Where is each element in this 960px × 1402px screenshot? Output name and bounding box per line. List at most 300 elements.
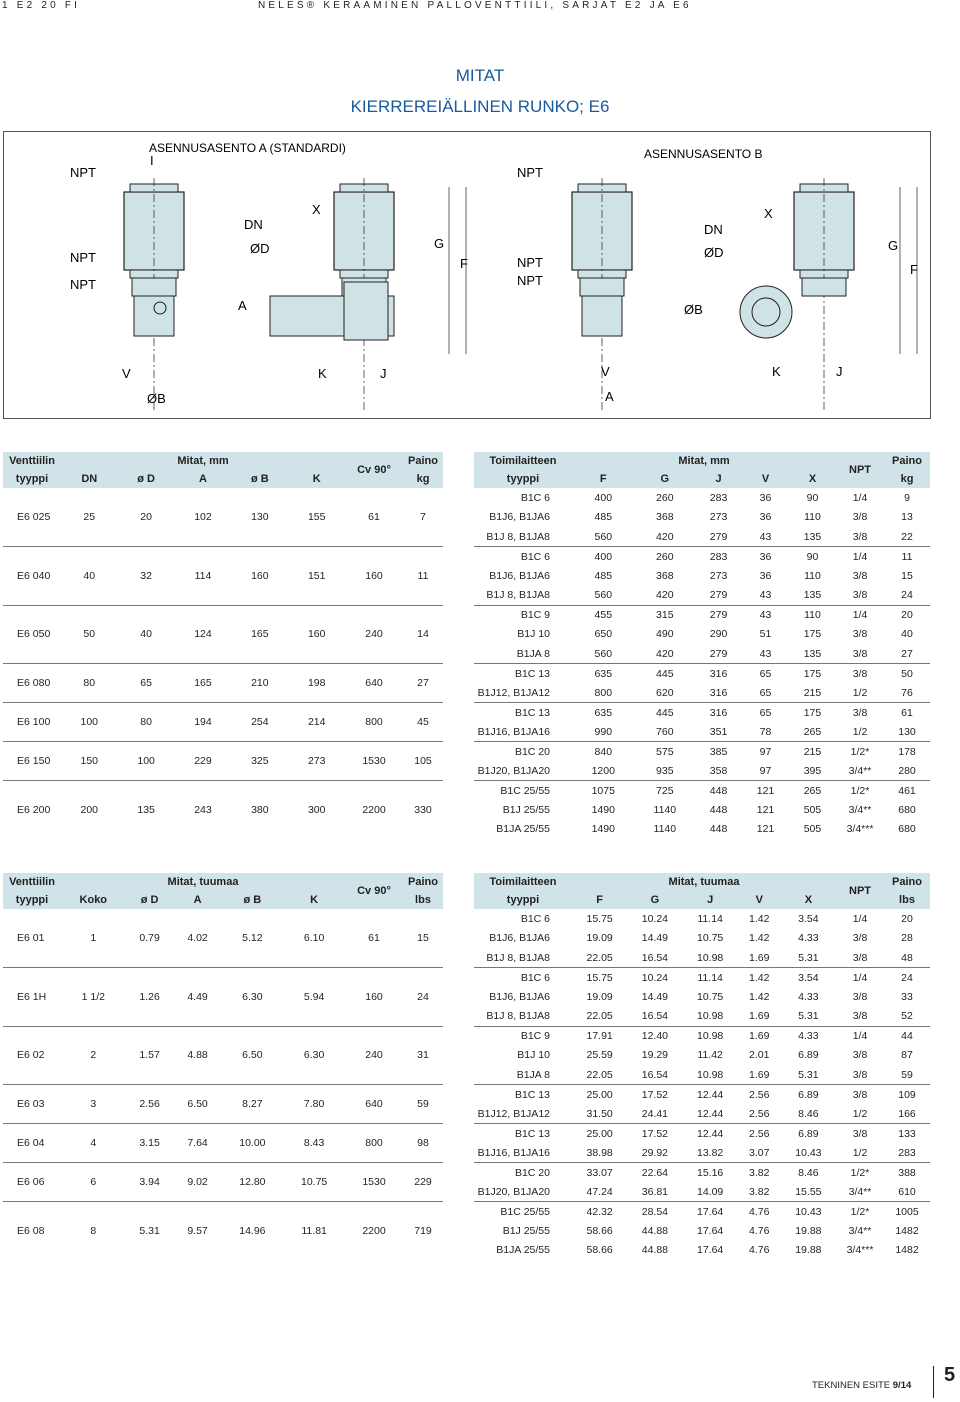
actuator-value-cell: 19.09 bbox=[586, 932, 613, 945]
actuator-value-cell: 3.07 bbox=[749, 1146, 770, 1159]
col-header: DN bbox=[61, 470, 118, 488]
actuator-value-cell: 28.54 bbox=[641, 1205, 669, 1218]
valve-value-cell: 150 bbox=[80, 755, 99, 767]
actuator-value-cell: 3/8 bbox=[852, 589, 868, 601]
valve-value-cell: 240 bbox=[365, 1049, 383, 1062]
col-header: tyyppi bbox=[3, 470, 61, 488]
pos-a-label: ASENNUSASENTO A (STANDARDI) bbox=[149, 141, 346, 155]
table-row bbox=[474, 820, 930, 840]
actuator-value-cell: 19.29 bbox=[641, 1049, 669, 1062]
table-row bbox=[474, 664, 930, 684]
npt-label: NPT bbox=[70, 277, 96, 292]
actuator-type-cell: B1C 13 bbox=[514, 1127, 550, 1140]
valve-value-cell: 100 bbox=[137, 755, 155, 767]
actuator-value-cell: 388 bbox=[898, 1166, 916, 1179]
actuator-value-cell: 4.76 bbox=[749, 1244, 770, 1257]
i-label: I bbox=[150, 153, 154, 168]
actuator-type-cell: B1JA 8 bbox=[516, 1068, 550, 1081]
valve-value-cell: 24 bbox=[417, 990, 429, 1003]
actuator-value-cell: 1/4 bbox=[852, 1030, 868, 1042]
dimension-drawing-frame bbox=[3, 131, 931, 419]
actuator-type-cell: B1J12, B1JA12 bbox=[477, 1107, 550, 1120]
footer-doc-label: TEKNINEN ESITE bbox=[812, 1380, 891, 1391]
table-row bbox=[3, 703, 443, 742]
actuator-value-cell: 620 bbox=[656, 686, 674, 699]
actuator-value-cell: 10.43 bbox=[795, 1146, 822, 1159]
valve-value-cell: 4.49 bbox=[187, 990, 208, 1003]
actuator-value-cell: 445 bbox=[656, 706, 674, 719]
actuator-value-cell: 279 bbox=[709, 609, 728, 621]
actuator-value-cell: 11.14 bbox=[697, 912, 723, 925]
valve-value-cell: 640 bbox=[365, 677, 383, 689]
valve-value-cell: 2200 bbox=[362, 804, 386, 816]
valve-value-cell: 800 bbox=[365, 1137, 383, 1149]
actuator-value-cell: 10.75 bbox=[696, 932, 724, 945]
actuator-value-cell: 27 bbox=[901, 647, 913, 660]
table-row bbox=[3, 605, 443, 664]
col-header: ø B bbox=[231, 470, 288, 488]
valve-value-cell: 14 bbox=[417, 628, 429, 641]
actuator-value-cell: 1.69 bbox=[749, 1030, 770, 1042]
actuator-value-cell: 1140 bbox=[653, 823, 677, 836]
table-row bbox=[3, 742, 443, 781]
actuator-value-cell: 44.88 bbox=[641, 1224, 669, 1237]
table-row bbox=[474, 761, 930, 781]
actuator-value-cell: 265 bbox=[803, 784, 822, 797]
actuator-value-cell: 25.00 bbox=[586, 1088, 613, 1101]
valve-body-side bbox=[134, 296, 174, 336]
actuator-value-cell: 4.33 bbox=[798, 932, 819, 945]
actuator-type-cell: B1J 8, B1JA8 bbox=[486, 1010, 550, 1022]
actuator-value-cell: 3.54 bbox=[798, 971, 819, 984]
actuator-type-cell: B1C 6 bbox=[520, 491, 550, 504]
valve-value-cell: 800 bbox=[365, 716, 383, 728]
valve-value-cell: 5.31 bbox=[139, 1225, 160, 1237]
footer-issue: 9/14 bbox=[892, 1380, 912, 1391]
valve-value-cell: 4.88 bbox=[187, 1049, 208, 1062]
actuator-value-cell: 13 bbox=[901, 511, 913, 524]
actuator-value-cell: 1/4 bbox=[852, 491, 868, 504]
col-header: J bbox=[683, 891, 738, 909]
actuator-value-cell: 12.44 bbox=[696, 1088, 724, 1101]
valve-value-cell: 160 bbox=[365, 569, 383, 582]
valve-value-cell: 214 bbox=[307, 716, 326, 728]
actuator-value-cell: 15.55 bbox=[795, 1185, 822, 1198]
actuator-value-cell: 279 bbox=[709, 530, 728, 543]
valve-value-cell: 380 bbox=[251, 804, 269, 816]
valve-value-cell: 5.12 bbox=[242, 932, 263, 944]
actuator-value-cell: 4.33 bbox=[798, 990, 819, 1003]
actuator-value-cell: 1/2 bbox=[852, 1107, 868, 1120]
actuator-type-cell: B1C 13 bbox=[514, 667, 550, 680]
valve-value-cell: 9.02 bbox=[187, 1176, 208, 1188]
col-header: kg bbox=[403, 470, 443, 488]
valve-type-cell: E6 025 bbox=[17, 511, 51, 523]
k-label: K bbox=[772, 364, 781, 379]
od-label: ØD bbox=[704, 245, 724, 260]
table-row bbox=[474, 586, 930, 606]
valve-value-cell: 40 bbox=[140, 628, 152, 641]
actuator-value-cell: 65 bbox=[759, 667, 772, 680]
actuator-value-cell: 44 bbox=[901, 1030, 913, 1042]
actuator-value-cell: 10.24 bbox=[641, 971, 669, 984]
f-label: F bbox=[910, 262, 918, 277]
actuator-value-cell: 2.56 bbox=[749, 1127, 770, 1140]
valve-value-cell: 325 bbox=[251, 755, 269, 767]
actuator-value-cell: 3/8 bbox=[852, 667, 868, 680]
actuator-value-cell: 395 bbox=[803, 764, 822, 777]
actuator-value-cell: 1/4 bbox=[852, 609, 868, 621]
valve-value-cell: 1.57 bbox=[139, 1049, 160, 1062]
valve-value-cell: 240 bbox=[365, 628, 383, 641]
valve-value-cell: 151 bbox=[307, 569, 326, 582]
npt-label: NPT bbox=[70, 250, 96, 265]
actuator-value-cell: 3/8 bbox=[852, 1010, 868, 1022]
valve-value-cell: 114 bbox=[194, 569, 212, 582]
table-row bbox=[474, 1163, 930, 1183]
actuator-value-cell: 43 bbox=[759, 530, 772, 543]
table-row bbox=[3, 1085, 443, 1124]
actuator-value-cell: 22.64 bbox=[641, 1166, 669, 1179]
actuator-value-cell: 635 bbox=[594, 706, 613, 719]
table-row bbox=[474, 968, 930, 988]
actuator-value-cell: 11 bbox=[901, 550, 913, 563]
valve-value-cell: 6.30 bbox=[303, 1049, 325, 1062]
actuator-value-cell: 47.24 bbox=[586, 1185, 613, 1198]
table-row bbox=[474, 1007, 930, 1027]
actuator-value-cell: 1/2* bbox=[850, 1166, 870, 1179]
valve-value-cell: 6.50 bbox=[187, 1098, 208, 1110]
actuator-value-cell: 680 bbox=[898, 803, 916, 816]
actuator-value-cell: 58.66 bbox=[586, 1224, 613, 1237]
valve-value-cell: 32 bbox=[140, 569, 152, 582]
valve-value-cell: 160 bbox=[307, 628, 326, 641]
actuator-value-cell: 260 bbox=[656, 491, 674, 504]
col-header: A bbox=[174, 891, 222, 909]
actuator-value-cell: 215 bbox=[803, 686, 822, 699]
actuator-value-cell: 1.42 bbox=[749, 912, 770, 925]
valve-value-cell: 10.75 bbox=[300, 1176, 328, 1188]
actuator-value-cell: 130 bbox=[898, 725, 916, 738]
table-row bbox=[474, 909, 930, 929]
table-row bbox=[3, 968, 443, 1027]
valve-value-cell: 273 bbox=[307, 755, 326, 767]
valve-type-cell: E6 100 bbox=[17, 716, 51, 728]
actuator-value-cell: 448 bbox=[709, 784, 728, 797]
table-row bbox=[3, 781, 443, 840]
valve-value-cell: 61 bbox=[368, 511, 380, 523]
valve-value-cell: 160 bbox=[251, 569, 269, 582]
actuator-value-cell: 283 bbox=[898, 1146, 916, 1159]
valve-value-cell: 5.94 bbox=[303, 990, 325, 1003]
valve-value-cell: 7 bbox=[420, 511, 426, 523]
table-row bbox=[474, 948, 930, 968]
col-header: F bbox=[572, 470, 635, 488]
actuator-value-cell: 175 bbox=[803, 628, 822, 641]
col-header: G bbox=[627, 891, 682, 909]
actuator-value-cell: 3/8 bbox=[852, 1088, 868, 1101]
actuator-value-cell: 1200 bbox=[591, 764, 615, 777]
valve-body-flange-b bbox=[740, 286, 792, 338]
actuator-value-cell: 38.98 bbox=[586, 1146, 613, 1159]
actuator-value-cell: 24 bbox=[901, 971, 913, 984]
k-label: K bbox=[318, 366, 327, 381]
actuator-type-cell: B1C 6 bbox=[520, 912, 550, 925]
valve-value-cell: 194 bbox=[194, 716, 212, 728]
col-header: NPT bbox=[836, 452, 884, 488]
valve-type-cell: E6 040 bbox=[17, 569, 51, 582]
actuator-value-cell: 1490 bbox=[591, 803, 615, 816]
actuator-value-cell: 283 bbox=[709, 491, 728, 504]
col-header: Paino bbox=[884, 873, 930, 891]
actuator-value-cell: 133 bbox=[898, 1127, 916, 1140]
dn-label: DN bbox=[704, 222, 723, 237]
table-row bbox=[3, 488, 443, 547]
actuator-value-cell: 3/4** bbox=[848, 1185, 872, 1198]
actuator-value-cell: 97 bbox=[759, 745, 772, 758]
valve-value-cell: 105 bbox=[414, 755, 432, 767]
actuator-value-cell: 58.66 bbox=[586, 1244, 613, 1257]
valve-value-cell: 1530 bbox=[362, 1176, 386, 1188]
actuator-value-cell: 135 bbox=[803, 647, 822, 660]
actuator-value-cell: 36.81 bbox=[641, 1185, 669, 1198]
actuator-value-cell: 1/2* bbox=[850, 745, 870, 758]
actuator-value-cell: 1.42 bbox=[749, 990, 770, 1003]
table-row bbox=[474, 781, 930, 801]
actuator-value-cell: 273 bbox=[709, 511, 728, 524]
valve-value-cell: 50 bbox=[83, 628, 96, 641]
actuator-value-cell: 24 bbox=[901, 589, 913, 601]
actuator-type-cell: B1C 25/55 bbox=[500, 784, 550, 797]
valve-value-cell: 300 bbox=[307, 804, 326, 816]
valve-value-cell: 4 bbox=[90, 1137, 97, 1149]
actuator-value-cell: 3/8 bbox=[852, 511, 868, 524]
actuator-type-cell: B1J 8, B1JA8 bbox=[486, 589, 550, 601]
col-header: ø B bbox=[222, 891, 284, 909]
valve-value-cell: 98 bbox=[417, 1137, 429, 1149]
actuator-value-cell: 3/8 bbox=[852, 1049, 868, 1062]
table-row bbox=[474, 527, 930, 547]
col-header: Cv 90° bbox=[345, 452, 403, 488]
actuator-value-cell: 3/8 bbox=[852, 990, 868, 1003]
actuator-type-cell: B1C 13 bbox=[514, 1088, 550, 1101]
actuator-type-cell: B1J6, B1JA6 bbox=[489, 511, 550, 524]
col-header: Paino bbox=[403, 873, 443, 891]
actuator-value-cell: 24.41 bbox=[641, 1107, 669, 1120]
actuator-value-cell: 10.98 bbox=[696, 1030, 724, 1042]
actuator-value-cell: 368 bbox=[656, 511, 674, 524]
table-row bbox=[474, 1104, 930, 1124]
col-header: Mitat, tuumaa bbox=[572, 873, 836, 891]
actuator-value-cell: 6.89 bbox=[798, 1127, 819, 1140]
actuator-value-cell: 12.44 bbox=[696, 1127, 724, 1140]
valve-value-cell: 1 1/2 bbox=[81, 990, 105, 1003]
valve-value-cell: 135 bbox=[137, 804, 155, 816]
col-header: V bbox=[738, 891, 781, 909]
actuator-value-cell: 20 bbox=[901, 609, 913, 621]
actuator-value-cell: 279 bbox=[709, 647, 728, 660]
actuator-value-cell: 560 bbox=[594, 589, 613, 601]
j-label: J bbox=[380, 366, 387, 381]
actuator-value-cell: 10.98 bbox=[696, 951, 724, 964]
valve-value-cell: 6.50 bbox=[242, 1049, 263, 1062]
actuator-value-cell: 283 bbox=[709, 550, 728, 563]
actuator-value-cell: 11.14 bbox=[697, 971, 723, 984]
actuator-value-cell: 725 bbox=[656, 784, 674, 797]
table-row bbox=[3, 909, 443, 968]
col-header: Venttiilin bbox=[3, 452, 61, 470]
actuator-value-cell: 3/8 bbox=[852, 628, 868, 641]
table-row bbox=[474, 1026, 930, 1046]
pos-b-label: ASENNUSASENTO B bbox=[644, 147, 763, 161]
valve-type-cell: E6 08 bbox=[17, 1225, 45, 1237]
actuator-value-cell: 420 bbox=[656, 647, 674, 660]
table-row bbox=[474, 1202, 930, 1222]
actuator-value-cell: 3/8 bbox=[852, 706, 868, 719]
valve-value-cell: 0.79 bbox=[139, 932, 160, 944]
actuator-value-cell: 14.09 bbox=[696, 1185, 724, 1198]
col-header: Mitat, mm bbox=[572, 452, 836, 470]
actuator-value-cell: 1482 bbox=[895, 1224, 919, 1237]
valve-value-cell: 102 bbox=[194, 511, 212, 523]
actuator-value-cell: 3/4*** bbox=[846, 823, 874, 836]
actuator-value-cell: 5.31 bbox=[798, 1068, 819, 1081]
actuator-value-cell: 10.98 bbox=[696, 1068, 724, 1081]
table-row bbox=[474, 1124, 930, 1144]
actuator-value-cell: 48 bbox=[901, 951, 913, 964]
table-row bbox=[3, 1026, 443, 1085]
valve-value-cell: 6 bbox=[90, 1176, 97, 1188]
dimension-drawing bbox=[4, 132, 930, 418]
actuator-value-cell: 358 bbox=[709, 764, 728, 777]
actuator-value-cell: 78 bbox=[759, 725, 772, 738]
table-row bbox=[474, 566, 930, 586]
actuator-type-cell: B1JA 8 bbox=[516, 647, 550, 660]
g-label: G bbox=[434, 236, 445, 251]
actuator-value-cell: 15.16 bbox=[696, 1166, 724, 1179]
valve-value-cell: 100 bbox=[80, 716, 99, 728]
actuator-value-cell: 22.05 bbox=[586, 1010, 613, 1022]
actuator-value-cell: 17.52 bbox=[641, 1127, 669, 1140]
actuator-value-cell: 90 bbox=[806, 491, 819, 504]
valve-value-cell: 130 bbox=[251, 511, 269, 523]
col-header: K bbox=[283, 891, 345, 909]
actuator-value-cell: 19.09 bbox=[586, 990, 613, 1003]
actuator-value-cell: 65 bbox=[759, 686, 772, 699]
valve-type-cell: E6 01 bbox=[17, 932, 45, 944]
actuator-value-cell: 33.07 bbox=[586, 1166, 613, 1179]
table-row bbox=[474, 508, 930, 528]
actuator-value-cell: 10.98 bbox=[696, 1010, 724, 1022]
table-row bbox=[474, 1241, 930, 1261]
col-header: kg bbox=[884, 470, 930, 488]
actuator-value-cell: 6.89 bbox=[798, 1049, 819, 1062]
table-row bbox=[3, 1202, 443, 1261]
actuator-value-cell: 3/8 bbox=[852, 1127, 868, 1140]
actuator-type-cell: B1J 25/55 bbox=[502, 1224, 550, 1237]
doc-series-title: NELES® KERAAMINEN PALLOVENTTIILI, SARJAT E2 JA E6 bbox=[258, 0, 692, 11]
actuator-value-cell: 5.31 bbox=[798, 1010, 819, 1022]
actuator-value-cell: 110 bbox=[804, 569, 821, 582]
actuator-value-cell: 5.31 bbox=[798, 951, 819, 964]
valve-value-cell: 2 bbox=[90, 1049, 97, 1062]
col-header: Toimilaitteen bbox=[474, 873, 572, 891]
actuator-front-view-b bbox=[794, 178, 854, 412]
actuator-value-cell: 3/8 bbox=[852, 569, 868, 582]
actuator-value-cell: 16.54 bbox=[641, 951, 669, 964]
actuator-dimensions-inch-table bbox=[474, 873, 930, 1260]
valve-value-cell: 4.02 bbox=[187, 932, 208, 944]
table-row bbox=[474, 1046, 930, 1066]
valve-value-cell: 8.27 bbox=[242, 1098, 263, 1110]
actuator-value-cell: 76 bbox=[901, 686, 913, 699]
actuator-value-cell: 25.59 bbox=[586, 1049, 613, 1062]
a-label: A bbox=[238, 298, 247, 313]
valve-type-cell: E6 050 bbox=[17, 628, 51, 641]
table-row bbox=[474, 1182, 930, 1202]
actuator-value-cell: 15.75 bbox=[586, 971, 613, 984]
table-row bbox=[474, 1221, 930, 1241]
table-row bbox=[474, 605, 930, 625]
actuator-value-cell: 505 bbox=[803, 823, 822, 836]
valve-value-cell: 15 bbox=[417, 932, 429, 944]
actuator-value-cell: 3/4*** bbox=[846, 1244, 874, 1257]
actuator-value-cell: 560 bbox=[594, 647, 613, 660]
actuator-value-cell: 109 bbox=[898, 1088, 916, 1101]
x-label: X bbox=[764, 206, 773, 221]
actuator-value-cell: 31.50 bbox=[586, 1107, 613, 1120]
actuator-value-cell: 3/4** bbox=[848, 803, 872, 816]
g-label: G bbox=[888, 238, 899, 253]
actuator-value-cell: 14.49 bbox=[641, 990, 669, 1003]
actuator-value-cell: 52 bbox=[901, 1010, 913, 1022]
col-header: Paino bbox=[403, 452, 443, 470]
valve-value-cell: 11.81 bbox=[301, 1225, 327, 1237]
actuator-value-cell: 400 bbox=[594, 491, 613, 504]
actuator-value-cell: 43 bbox=[759, 589, 772, 601]
npt-label: NPT bbox=[517, 255, 543, 270]
actuator-value-cell: 10.75 bbox=[696, 990, 724, 1003]
actuator-type-cell: B1J20, B1JA20 bbox=[477, 1185, 550, 1198]
col-header: Venttiilin bbox=[3, 873, 61, 891]
dn-label: DN bbox=[244, 217, 263, 232]
actuator-type-cell: B1J6, B1JA6 bbox=[489, 569, 550, 582]
col-header: Toimilaitteen bbox=[474, 452, 572, 470]
actuator-type-cell: B1C 6 bbox=[520, 550, 550, 563]
valve-value-cell: 1530 bbox=[362, 755, 386, 767]
valve-value-cell: 80 bbox=[83, 677, 96, 689]
actuator-value-cell: 40 bbox=[901, 628, 913, 641]
valve-value-cell: 2.56 bbox=[139, 1098, 160, 1110]
valve-value-cell: 1.26 bbox=[139, 990, 160, 1003]
f-label: F bbox=[460, 256, 468, 271]
actuator-value-cell: 175 bbox=[803, 706, 822, 719]
col-header: Paino bbox=[884, 452, 930, 470]
actuator-value-cell: 485 bbox=[594, 511, 613, 524]
actuator-value-cell: 3/8 bbox=[852, 951, 868, 964]
valve-dimensions-inch-table bbox=[3, 873, 443, 1260]
valve-value-cell: 3 bbox=[90, 1098, 97, 1110]
actuator-value-cell: 760 bbox=[656, 725, 674, 738]
actuator-value-cell: 1/2 bbox=[852, 686, 868, 699]
valve-value-cell: 14.96 bbox=[239, 1225, 266, 1237]
ob-label: ØB bbox=[147, 391, 166, 406]
valve-type-cell: E6 03 bbox=[17, 1098, 45, 1110]
page-title: MITAT bbox=[455, 66, 505, 85]
valve-value-cell: 124 bbox=[194, 628, 212, 641]
actuator-value-cell: 610 bbox=[898, 1185, 916, 1198]
actuator-type-cell: B1C 13 bbox=[514, 706, 550, 719]
